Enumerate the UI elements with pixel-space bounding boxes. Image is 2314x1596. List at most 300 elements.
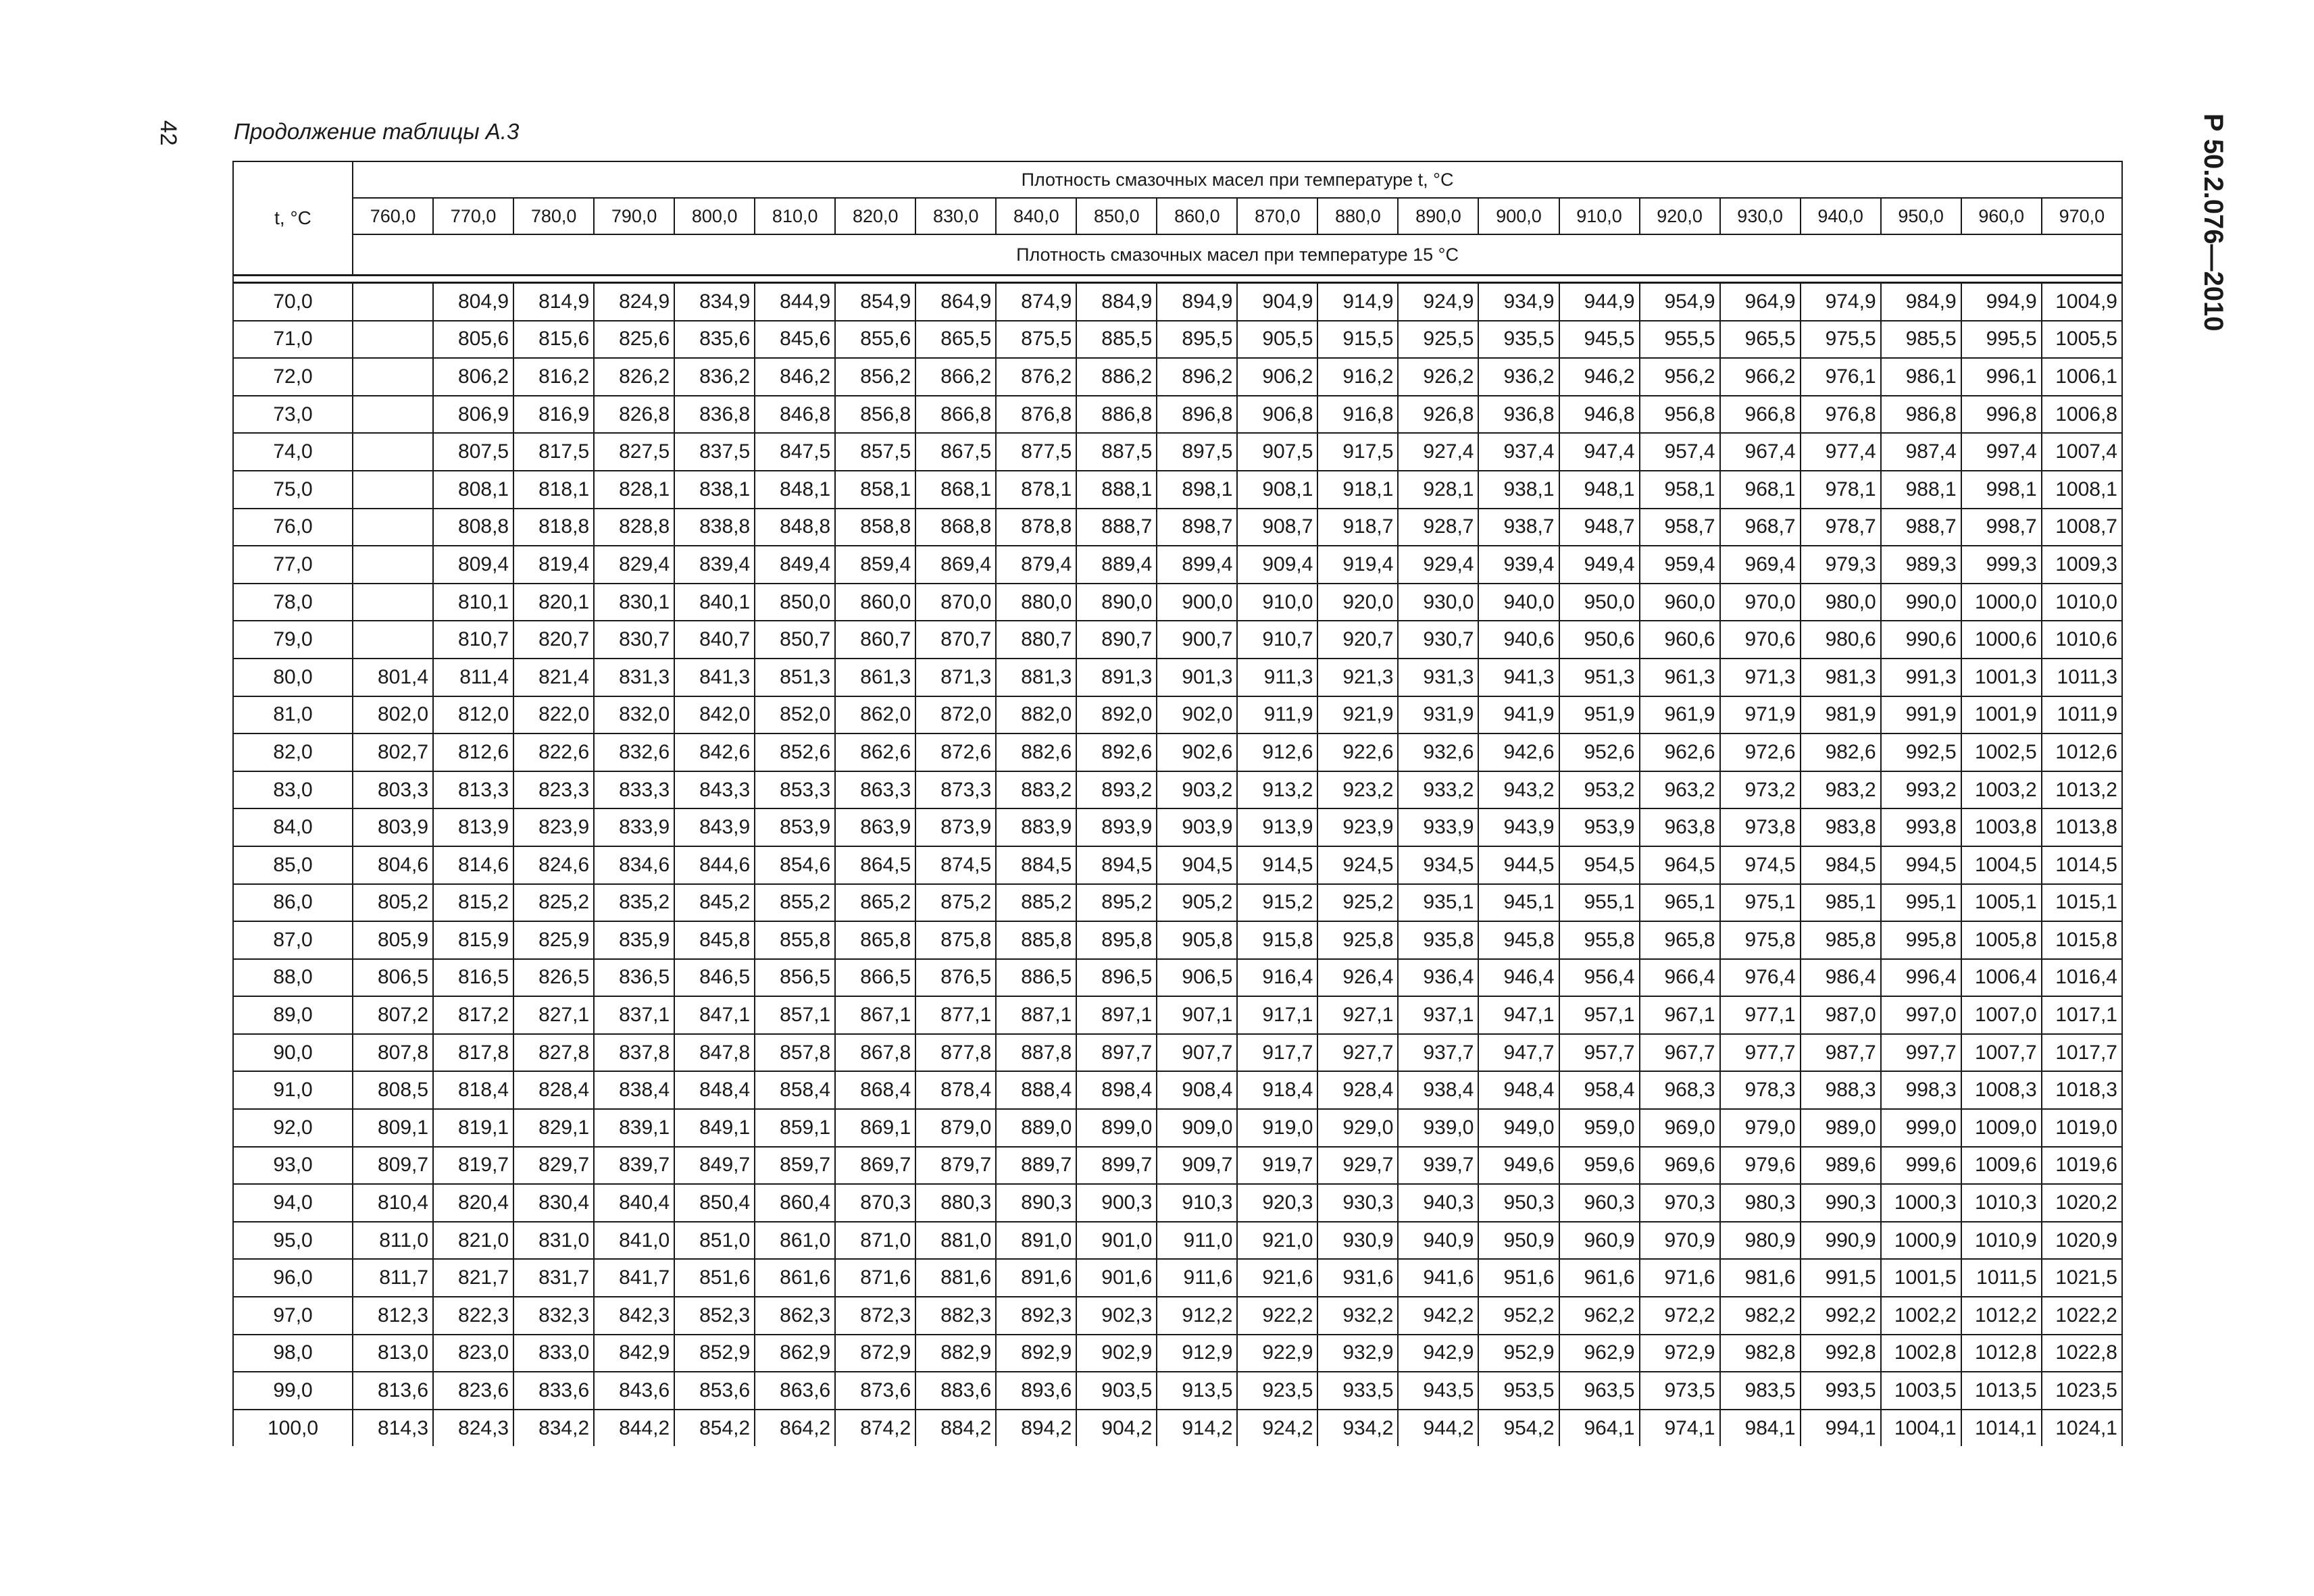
density-cell: 993,5: [1801, 1372, 1881, 1410]
density-cell: 1018,3: [2042, 1071, 2122, 1109]
density-cell: 971,3: [1720, 659, 1801, 696]
density-cell: 985,1: [1801, 884, 1881, 922]
density-cell: 840,7: [674, 621, 755, 659]
density-cell: 1024,1: [2042, 1410, 2122, 1447]
density-cell: 845,2: [674, 884, 755, 922]
density-cell: 979,3: [1801, 546, 1881, 584]
density-cell: 816,2: [513, 358, 594, 396]
temperature-cell: 83,0: [233, 771, 353, 809]
density-cell: 985,5: [1881, 321, 1961, 359]
density-cell: 805,6: [433, 321, 513, 359]
density-cell: 846,2: [755, 358, 835, 396]
density-cell: 885,2: [996, 884, 1076, 922]
density-cell: 936,4: [1398, 959, 1478, 997]
density-cell: 874,2: [835, 1410, 915, 1447]
density-cell: 901,0: [1076, 1222, 1157, 1260]
density-cell: 814,9: [513, 283, 594, 321]
density-cell: 1010,3: [1961, 1184, 2042, 1222]
temperature-cell: 96,0: [233, 1259, 353, 1297]
density-cell: 926,4: [1317, 959, 1398, 997]
density-cell: 839,1: [594, 1109, 674, 1147]
density-cell: 868,8: [915, 509, 996, 546]
density-cell: 823,3: [513, 771, 594, 809]
table-row: [233, 959, 2122, 997]
density-cell: 932,9: [1317, 1335, 1398, 1372]
density-cell: 918,1: [1317, 471, 1398, 509]
density-cell: 859,7: [755, 1147, 835, 1185]
density-cell: 875,8: [915, 921, 996, 959]
density-cell: 1011,3: [2042, 659, 2122, 696]
density-cell: 902,6: [1157, 733, 1237, 771]
density-cell: 862,6: [835, 733, 915, 771]
density-cell: 1010,9: [1961, 1222, 2042, 1260]
density-cell: 971,6: [1640, 1259, 1720, 1297]
density-cell: 997,0: [1881, 996, 1961, 1034]
density-cell: 827,8: [513, 1034, 594, 1072]
density-cell: 977,4: [1801, 433, 1881, 471]
density-cell: 894,9: [1157, 283, 1237, 321]
density-cell: 944,9: [1559, 283, 1640, 321]
density-cell: 815,2: [433, 884, 513, 922]
density-cell: 845,6: [755, 321, 835, 359]
density-cell: 1005,5: [2042, 321, 2122, 359]
density-cell: 1007,4: [2042, 433, 2122, 471]
density-cell: 904,5: [1157, 846, 1237, 884]
density-cell: 974,9: [1801, 283, 1881, 321]
density-cell: 880,7: [996, 621, 1076, 659]
density-cell: 923,5: [1237, 1372, 1317, 1410]
density-cell: 947,1: [1478, 996, 1559, 1034]
density-cell: 837,8: [594, 1034, 674, 1072]
table-row: [233, 846, 2122, 884]
density-cell: 836,2: [674, 358, 755, 396]
density-cell: 899,7: [1076, 1147, 1157, 1185]
density-cell: 989,3: [1881, 546, 1961, 584]
density-cell: 833,9: [594, 808, 674, 846]
density-cell: 865,5: [915, 321, 996, 359]
temperature-cell: 78,0: [233, 584, 353, 621]
density-cell: 860,7: [835, 621, 915, 659]
density-cell: 878,1: [996, 471, 1076, 509]
density-cell: 852,9: [674, 1335, 755, 1372]
density-cell: 843,9: [674, 808, 755, 846]
density-cell: 932,2: [1317, 1297, 1398, 1335]
table-row: [233, 1109, 2122, 1147]
density-cell: 993,8: [1881, 808, 1961, 846]
table-body: [233, 283, 2122, 1447]
density-cell: 821,0: [433, 1222, 513, 1260]
density-cell: 936,2: [1478, 358, 1559, 396]
density-cell: 916,4: [1237, 959, 1317, 997]
density-cell: 882,3: [915, 1297, 996, 1335]
density-cell: 881,6: [915, 1259, 996, 1297]
density-cell: 994,5: [1881, 846, 1961, 884]
density-cell: 980,0: [1801, 584, 1881, 621]
density-cell: 922,9: [1237, 1335, 1317, 1372]
density-cell: 892,3: [996, 1297, 1076, 1335]
density-cell: 889,4: [1076, 546, 1157, 584]
density-cell: 818,8: [513, 509, 594, 546]
density-cell: 997,7: [1881, 1034, 1961, 1072]
density-cell: 817,8: [433, 1034, 513, 1072]
density-cell: 897,5: [1157, 433, 1237, 471]
density-cell: 882,6: [996, 733, 1076, 771]
density-cell: 948,1: [1559, 471, 1640, 509]
density-cell: 852,3: [674, 1297, 755, 1335]
density-cell: 877,5: [996, 433, 1076, 471]
density-cell: 838,1: [674, 471, 755, 509]
density-cell: 841,7: [594, 1259, 674, 1297]
density-cell: 830,4: [513, 1184, 594, 1222]
density-cell: 958,4: [1559, 1071, 1640, 1109]
density-cell: 911,6: [1157, 1259, 1237, 1297]
density-cell: 978,1: [1801, 471, 1881, 509]
density-cell: 869,4: [915, 546, 996, 584]
density-cell: 907,1: [1157, 996, 1237, 1034]
density-cell: 914,2: [1157, 1410, 1237, 1447]
density-cell: 992,5: [1881, 733, 1961, 771]
density-cell: 919,4: [1317, 546, 1398, 584]
density-cell: 1002,2: [1881, 1297, 1961, 1335]
density-cell: 896,5: [1076, 959, 1157, 997]
density-cell: 981,9: [1801, 696, 1881, 734]
density-cell: 966,2: [1720, 358, 1801, 396]
temperature-cell: 81,0: [233, 696, 353, 734]
temperature-cell: 98,0: [233, 1335, 353, 1372]
density-cell: 981,3: [1801, 659, 1881, 696]
density-cell: 937,7: [1398, 1034, 1478, 1072]
density-cell: 957,7: [1559, 1034, 1640, 1072]
density-cell: 1014,5: [2042, 846, 2122, 884]
density-cell: 1000,9: [1881, 1222, 1961, 1260]
density-cell: 821,4: [513, 659, 594, 696]
density-cell: 843,3: [674, 771, 755, 809]
temperature-cell: 73,0: [233, 396, 353, 434]
density-cell: 995,1: [1881, 884, 1961, 922]
temperature-cell: 77,0: [233, 546, 353, 584]
density-cell: 892,9: [996, 1335, 1076, 1372]
density-cell: 814,3: [353, 1410, 433, 1447]
density-cell: 989,6: [1801, 1147, 1881, 1185]
density-cell: 876,2: [996, 358, 1076, 396]
density-cell: 991,9: [1881, 696, 1961, 734]
density-cell: 822,3: [433, 1297, 513, 1335]
density-cell: 835,2: [594, 884, 674, 922]
density-cell: 813,9: [433, 808, 513, 846]
density-cell: 938,4: [1398, 1071, 1478, 1109]
density-cell: 983,5: [1720, 1372, 1801, 1410]
density-cell: 972,2: [1640, 1297, 1720, 1335]
density-cell: 927,1: [1317, 996, 1398, 1034]
density-cell: 829,4: [594, 546, 674, 584]
density-cell: 987,7: [1801, 1034, 1881, 1072]
density-cell: 806,5: [353, 959, 433, 997]
density-cell: 976,8: [1801, 396, 1881, 434]
density-cell: 992,8: [1801, 1335, 1881, 1372]
density-cell: 897,1: [1076, 996, 1157, 1034]
table-row: [233, 396, 2122, 434]
density-cell: 866,8: [915, 396, 996, 434]
density-cell: 943,9: [1478, 808, 1559, 846]
density-cell: 887,8: [996, 1034, 1076, 1072]
density-cell: 896,2: [1157, 358, 1237, 396]
temperature-cell: 99,0: [233, 1372, 353, 1410]
density-cell: 819,4: [513, 546, 594, 584]
density-cell: 954,5: [1559, 846, 1640, 884]
column-header: 880,0: [1317, 198, 1398, 234]
density-cell: 925,2: [1317, 884, 1398, 922]
density-cell: 829,1: [513, 1109, 594, 1147]
density-cell: 816,9: [513, 396, 594, 434]
density-cell: 911,0: [1157, 1222, 1237, 1260]
density-cell: 983,8: [1801, 808, 1881, 846]
density-cell: 894,5: [1076, 846, 1157, 884]
density-cell: 826,2: [594, 358, 674, 396]
density-cell: 946,2: [1559, 358, 1640, 396]
density-cell: 887,1: [996, 996, 1076, 1034]
density-cell: 854,6: [755, 846, 835, 884]
density-cell: 906,5: [1157, 959, 1237, 997]
density-cell: 947,4: [1559, 433, 1640, 471]
density-cell: 847,1: [674, 996, 755, 1034]
density-cell: 931,9: [1398, 696, 1478, 734]
density-cell: 967,7: [1640, 1034, 1720, 1072]
temperature-cell: 79,0: [233, 621, 353, 659]
density-cell: 930,9: [1317, 1222, 1398, 1260]
column-header: 830,0: [915, 198, 996, 234]
density-cell: 995,5: [1961, 321, 2042, 359]
t-column-header: t, °C: [233, 161, 353, 276]
density-cell: 938,1: [1478, 471, 1559, 509]
table-row: [233, 471, 2122, 509]
density-cell: 891,6: [996, 1259, 1076, 1297]
density-cell: 842,6: [674, 733, 755, 771]
density-cell: 902,0: [1157, 696, 1237, 734]
column-header: 870,0: [1237, 198, 1317, 234]
density-cell: 952,9: [1478, 1335, 1559, 1372]
density-cell: 1015,1: [2042, 884, 2122, 922]
density-cell: 906,8: [1237, 396, 1317, 434]
density-table: [232, 161, 2123, 1446]
column-header: 930,0: [1720, 198, 1801, 234]
density-cell: 838,4: [594, 1071, 674, 1109]
density-cell: 881,0: [915, 1222, 996, 1260]
density-cell: 946,8: [1559, 396, 1640, 434]
density-cell: 809,4: [433, 546, 513, 584]
density-cell: 930,0: [1398, 584, 1478, 621]
density-cell: 960,6: [1640, 621, 1720, 659]
density-cell: 1003,5: [1881, 1372, 1961, 1410]
density-cell: 917,5: [1317, 433, 1398, 471]
density-cell: 947,7: [1478, 1034, 1559, 1072]
density-cell: 913,9: [1237, 808, 1317, 846]
density-cell: 970,9: [1640, 1222, 1720, 1260]
density-cell: [353, 396, 433, 434]
density-cell: 959,6: [1559, 1147, 1640, 1185]
density-cell: 833,3: [594, 771, 674, 809]
density-cell: 863,6: [755, 1372, 835, 1410]
temperature-cell: 84,0: [233, 808, 353, 846]
density-cell: 905,2: [1157, 884, 1237, 922]
density-cell: 837,1: [594, 996, 674, 1034]
density-cell: 916,2: [1317, 358, 1398, 396]
column-header: 860,0: [1157, 198, 1237, 234]
table-row: [233, 1071, 2122, 1109]
density-cell: 1008,1: [2042, 471, 2122, 509]
table-row: [233, 1259, 2122, 1297]
table-row: [233, 733, 2122, 771]
temperature-cell: 74,0: [233, 433, 353, 471]
density-cell: 1019,6: [2042, 1147, 2122, 1185]
density-cell: 802,7: [353, 733, 433, 771]
density-cell: 892,0: [1076, 696, 1157, 734]
density-cell: 950,0: [1559, 584, 1640, 621]
density-cell: 1002,5: [1961, 733, 2042, 771]
density-cell: 970,0: [1720, 584, 1801, 621]
table-row: [233, 584, 2122, 621]
density-cell: 901,6: [1076, 1259, 1157, 1297]
density-cell: 948,7: [1559, 509, 1640, 546]
density-cell: 859,4: [835, 546, 915, 584]
density-cell: 950,6: [1559, 621, 1640, 659]
density-cell: 862,3: [755, 1297, 835, 1335]
density-cell: 841,0: [594, 1222, 674, 1260]
density-cell: 846,5: [674, 959, 755, 997]
density-cell: 863,3: [835, 771, 915, 809]
density-cell: 848,4: [674, 1071, 755, 1109]
column-header: 790,0: [594, 198, 674, 234]
density-cell: 839,7: [594, 1147, 674, 1185]
density-cell: 826,5: [513, 959, 594, 997]
density-cell: 813,3: [433, 771, 513, 809]
temperature-cell: 70,0: [233, 283, 353, 321]
density-cell: 966,4: [1640, 959, 1720, 997]
density-cell: 990,0: [1881, 584, 1961, 621]
density-cell: 826,8: [594, 396, 674, 434]
density-cell: 915,2: [1237, 884, 1317, 922]
density-cell: 1013,5: [1961, 1372, 2042, 1410]
density-cell: 1007,0: [1961, 996, 2042, 1034]
temperature-cell: 85,0: [233, 846, 353, 884]
density-cell: 905,5: [1237, 321, 1317, 359]
density-cell: 835,6: [674, 321, 755, 359]
density-cell: 895,2: [1076, 884, 1157, 922]
density-cell: 871,0: [835, 1222, 915, 1260]
density-cell: 921,9: [1317, 696, 1398, 734]
density-cell: 1008,7: [2042, 509, 2122, 546]
density-cell: 832,0: [594, 696, 674, 734]
column-header: 780,0: [513, 198, 594, 234]
density-cell: 853,6: [674, 1372, 755, 1410]
density-cell: 942,2: [1398, 1297, 1478, 1335]
density-cell: 1000,0: [1961, 584, 2042, 621]
density-cell: 982,8: [1720, 1335, 1801, 1372]
density-cell: 890,3: [996, 1184, 1076, 1222]
density-cell: 903,9: [1157, 808, 1237, 846]
density-cell: 924,5: [1317, 846, 1398, 884]
density-cell: 931,6: [1317, 1259, 1398, 1297]
density-cell: 1004,9: [2042, 283, 2122, 321]
density-cell: 876,5: [915, 959, 996, 997]
density-cell: 868,1: [915, 471, 996, 509]
density-cell: 956,8: [1640, 396, 1720, 434]
density-cell: 893,9: [1076, 808, 1157, 846]
density-cell: 820,1: [513, 584, 594, 621]
density-cell: 921,0: [1237, 1222, 1317, 1260]
column-header: 890,0: [1398, 198, 1478, 234]
density-cell: 857,1: [755, 996, 835, 1034]
density-cell: 908,1: [1237, 471, 1317, 509]
density-cell: 906,2: [1237, 358, 1317, 396]
density-cell: 1023,5: [2042, 1372, 2122, 1410]
density-cell: 853,9: [755, 808, 835, 846]
density-cell: 878,8: [996, 509, 1076, 546]
density-cell: 886,8: [1076, 396, 1157, 434]
density-cell: 951,6: [1478, 1259, 1559, 1297]
density-cell: 834,9: [674, 283, 755, 321]
temperature-cell: 72,0: [233, 358, 353, 396]
density-cell: 990,9: [1801, 1222, 1881, 1260]
temperature-cell: 71,0: [233, 321, 353, 359]
density-cell: 822,0: [513, 696, 594, 734]
density-cell: 911,3: [1237, 659, 1317, 696]
density-cell: 983,2: [1801, 771, 1881, 809]
density-cell: 991,5: [1801, 1259, 1881, 1297]
density-cell: 808,1: [433, 471, 513, 509]
density-cell: 858,4: [755, 1071, 835, 1109]
density-cell: 982,2: [1720, 1297, 1801, 1335]
density-cell: 935,5: [1478, 321, 1559, 359]
temperature-cell: 86,0: [233, 884, 353, 922]
density-cell: 903,5: [1076, 1372, 1157, 1410]
density-cell: 946,4: [1478, 959, 1559, 997]
density-cell: 827,5: [594, 433, 674, 471]
density-cell: 966,8: [1720, 396, 1801, 434]
table-row: [233, 283, 2122, 321]
density-cell: 856,2: [835, 358, 915, 396]
density-cell: 861,3: [835, 659, 915, 696]
density-cell: 886,2: [1076, 358, 1157, 396]
density-cell: 888,1: [1076, 471, 1157, 509]
density-cell: 867,1: [835, 996, 915, 1034]
density-cell: 977,1: [1720, 996, 1801, 1034]
density-cell: 962,6: [1640, 733, 1720, 771]
density-cell: 898,4: [1076, 1071, 1157, 1109]
density-cell: 817,2: [433, 996, 513, 1034]
density-cell: 891,0: [996, 1222, 1076, 1260]
density-cell: 930,7: [1398, 621, 1478, 659]
density-cell: 840,1: [674, 584, 755, 621]
density-cell: 1004,5: [1961, 846, 2042, 884]
density-cell: 959,0: [1559, 1109, 1640, 1147]
density-cell: 862,9: [755, 1335, 835, 1372]
density-cell: 879,0: [915, 1109, 996, 1147]
density-cell: 844,6: [674, 846, 755, 884]
density-cell: 963,8: [1640, 808, 1720, 846]
density-cell: 922,2: [1237, 1297, 1317, 1335]
density-cell: 980,9: [1720, 1222, 1801, 1260]
density-cell: 926,2: [1398, 358, 1478, 396]
density-cell: 923,9: [1317, 808, 1398, 846]
density-cell: 962,9: [1559, 1335, 1640, 1372]
table-row: [233, 1184, 2122, 1222]
density-cell: 998,7: [1961, 509, 2042, 546]
density-cell: 909,7: [1157, 1147, 1237, 1185]
density-cell: 819,1: [433, 1109, 513, 1147]
table-row: [233, 358, 2122, 396]
density-cell: 912,6: [1237, 733, 1317, 771]
density-cell: 919,7: [1237, 1147, 1317, 1185]
